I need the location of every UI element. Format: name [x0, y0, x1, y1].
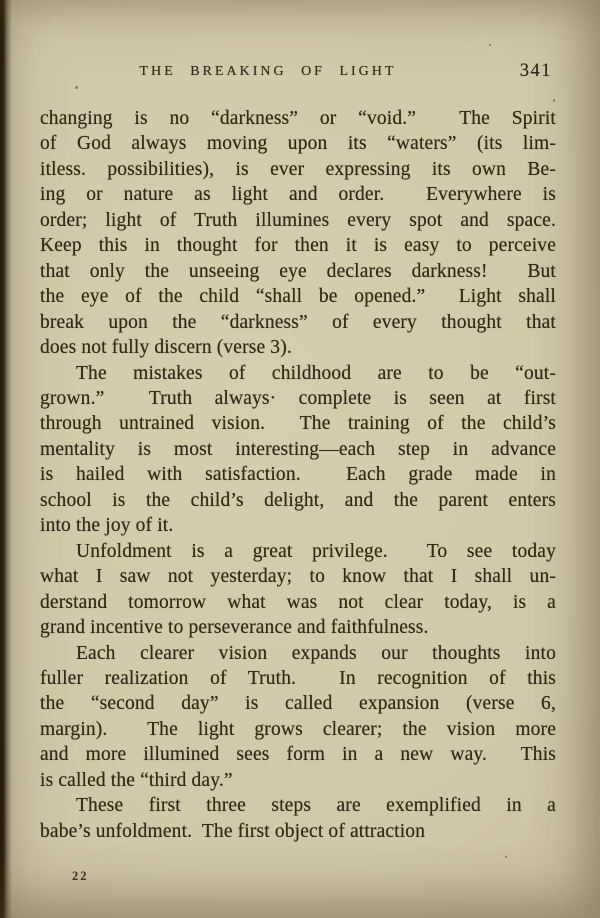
text-line: that only the unseeing eye declares darkness! But: [40, 260, 556, 282]
text-line: the “second day” is called expansion (verse 6,: [40, 693, 556, 715]
text-line: margin). The light grows clearer; the vision more: [40, 718, 556, 740]
text-line: the eye of the child “shall be opened.” Light shall: [40, 286, 556, 308]
text-line: Unfoldment is a great privilege. To see today: [76, 540, 556, 562]
text-line: and more illumined sees form in a new way. This: [40, 744, 556, 766]
text-line: is hailed with satisfaction. Each grade made in: [40, 464, 556, 486]
text-line: grown.” Truth always· complete is seen at first: [40, 387, 556, 409]
text-line: itless. possibilities), is ever expressing its own Be-: [40, 158, 556, 180]
text-line: of God always moving upon its “waters” (its lim-: [40, 133, 556, 155]
page-number: 341: [519, 61, 552, 81]
text-line: into the joy of it.: [40, 515, 174, 537]
text-line: break upon the “darkness” of every thought that: [40, 311, 556, 333]
text-line: ing or nature as light and order. Everywhere is: [40, 184, 556, 206]
paper-speck: [505, 856, 507, 858]
text-line: is called the “third day.”: [40, 769, 233, 791]
text-line: The mistakes of childhood are to be “out-: [76, 362, 556, 384]
text-line: These first three steps are exemplified in a: [76, 795, 556, 817]
text-line: school is the child’s delight, and the parent enters: [40, 489, 556, 511]
paper-speck: [553, 99, 555, 102]
text-line: through untrained vision. The training of the child’s: [40, 413, 556, 435]
text-line: grand incentive to perseverance and faithfulness.: [40, 617, 429, 639]
text-line: derstand tomorrow what was not clear today, is a: [40, 591, 556, 613]
text-line: Keep this in thought for then it is easy to perceive: [40, 235, 556, 257]
page-header: [40, 61, 556, 85]
text-line: what I saw not yesterday; to know that I shall un-: [40, 566, 556, 588]
paper-speck: [75, 86, 78, 89]
page-left-edge-shadow: [0, 0, 12, 918]
text-line: order; light of Truth illumines every spot and space.: [40, 209, 556, 231]
signature-mark: 22: [72, 869, 89, 883]
text-line: changing is no “darkness” or “void.” The Spirit: [40, 108, 556, 129]
running-head: THE BREAKING OF LIGHT: [139, 64, 397, 79]
paper-speck: [489, 44, 491, 46]
text-block: [40, 106, 556, 844]
text-line: fuller realization of Truth. In recognition of this: [40, 667, 556, 689]
text-line: mentality is most interesting—each step in advance: [40, 438, 556, 460]
text-line: babe’s unfoldment. The first object of attraction: [40, 820, 426, 842]
text-line: does not fully discern (verse 3).: [40, 337, 292, 359]
text-line: Each clearer vision expands our thoughts into: [76, 642, 556, 664]
